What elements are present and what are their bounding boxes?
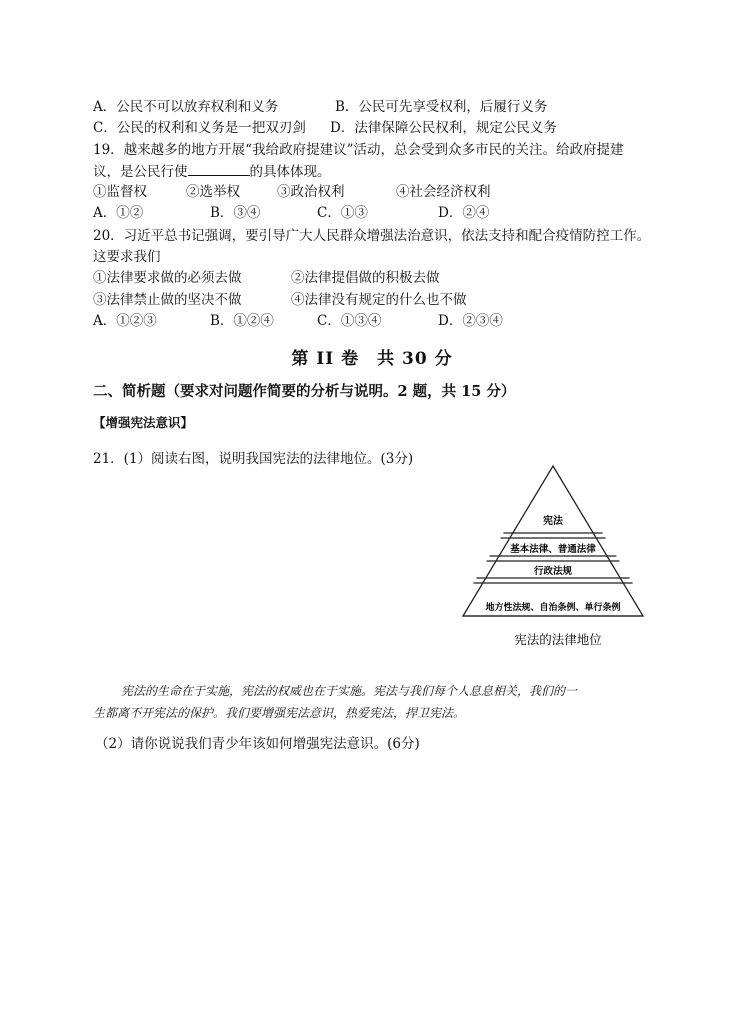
section-tag: 【增强宪法意识】: [93, 415, 194, 430]
q19-stem-line2-a: 议，是公民行使: [93, 164, 188, 180]
q18-option-b: B．公民可先享受权利，后履行义务: [335, 99, 548, 115]
q19-option-c: C．①③: [317, 205, 368, 221]
q20-item-1: ①法律要求做的必须去做: [93, 270, 242, 286]
q19-stem-line1: 19．越来越多的地方开展“我给政府提建议”活动，总会受到众多市民的关注。给政府提建: [93, 142, 624, 158]
q20-stem-line1: 20．习近平总书记强调，要引导广大人民群众增强法治意识，依法支持和配合疫情防控工作。: [93, 228, 651, 244]
q19-item-3: ③政治权利: [277, 184, 345, 200]
q18-option-d: D．法律保障公民权利，规定公民义务: [330, 120, 557, 136]
q20-option-d: D．②③④: [438, 313, 503, 329]
q20-option-c: C．①③④: [317, 313, 382, 329]
q20-stem-line2: 这要求我们: [93, 249, 161, 265]
part2-heading: 二、简析题（要求对问题作简要的分析与说明。2 题，共 15 分）: [93, 383, 516, 400]
q21-part1: 21．(1）阅读右图，说明我国宪法的法律地位。(3分): [93, 451, 414, 467]
pyramid-level-4: 地方性法规、自治条例、单行条例: [485, 603, 621, 613]
part2-title: 第 II 卷 共 30 分: [291, 349, 453, 369]
q20-item-4: ④法律没有规定的什么也不做: [291, 292, 467, 308]
q19-option-b: B．③④: [210, 205, 261, 221]
q19-option-d: D．②④: [438, 205, 490, 221]
q19-stem-line2-b: 的具体体现。: [249, 164, 331, 180]
pyramid-diagram: [455, 462, 655, 657]
pyramid-level-2: 基本法律、普通法律: [510, 544, 596, 555]
reading-para-line1: 宪法的生命在于实施，宪法的权威也在于实施。宪法与我们每个人息息相关，我们的一: [121, 684, 578, 698]
q20-option-b: B．①②④: [210, 313, 274, 329]
q19-stem-line2: [93, 161, 331, 182]
pyramid-level-3: 行政法规: [533, 566, 573, 577]
q21-part2: （2）请你说说我们青少年该如何增强宪法意识。(6分): [95, 736, 420, 752]
q20-option-a: A．①②③: [93, 313, 157, 329]
q19-option-a: A．①②: [93, 205, 144, 221]
pyramid-caption: 宪法的法律地位: [514, 632, 602, 647]
q19-item-2: ②选举权: [186, 184, 240, 200]
q20-item-2: ②法律提倡做的积极去做: [291, 270, 440, 286]
q18-option-c: C．公民的权利和义务是一把双刃剑: [93, 120, 306, 136]
pyramid-level-1: 宪法: [543, 516, 563, 527]
q18-option-a: A．公民不可以放弃权利和义务: [93, 99, 279, 115]
q20-item-3: ③法律禁止做的坚决不做: [93, 292, 242, 308]
reading-para-line2: 生都离不开宪法的保护。我们要增强宪法意识，热爱宪法，捍卫宪法。: [93, 706, 466, 720]
q19-item-1: ①监督权: [93, 184, 147, 200]
answer-blank: [188, 161, 250, 176]
q19-item-4: ④社会经济权利: [396, 184, 491, 200]
